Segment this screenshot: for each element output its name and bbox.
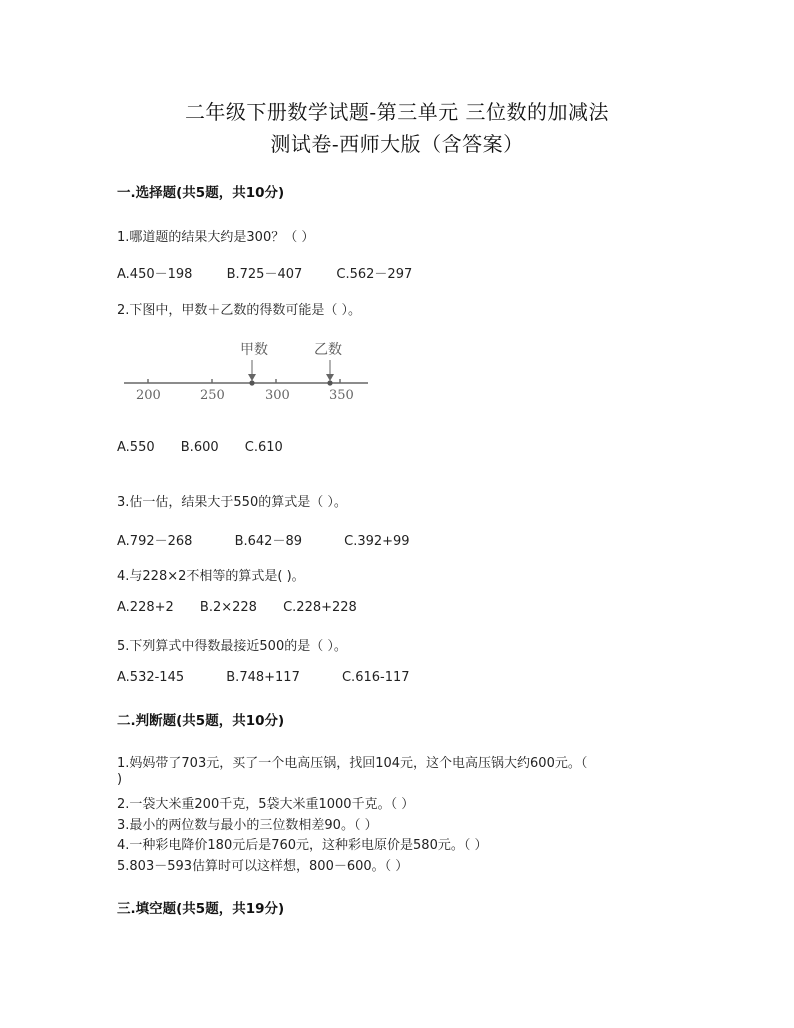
option-a: A.550 — [117, 440, 155, 455]
option-b: B.642－89 — [234, 534, 302, 549]
option-a: A.792－268 — [117, 534, 193, 549]
option-c: C.610 — [244, 440, 283, 455]
page-title-line2: 测试卷-西师大版（含答案） — [270, 132, 524, 156]
arrow-jia-head — [248, 374, 256, 381]
judge-item: ) — [117, 772, 123, 787]
arrow-yi-head — [326, 374, 334, 381]
option-c: C.616-117 — [341, 670, 410, 685]
label-yi: 乙数 — [314, 342, 342, 358]
judge-item: 3.最小的两位数与最小的三位数相差90。（ ） — [117, 818, 378, 833]
judge-item: 4.一种彩电降价180元后是760元，这种彩电原价是580元。（ ） — [117, 838, 488, 853]
option-a: A.450－198 — [117, 267, 193, 282]
question-2: 2.下图中，甲数＋乙数的得数可能是（ ）。 — [117, 303, 362, 318]
judge-item: 1.妈妈带了703元，买了一个电高压锅，找回104元，这个电高压锅大约600元。（ — [117, 756, 588, 771]
judge-item: 2.一袋大米重200千克，5袋大米重1000千克。（ ） — [117, 797, 415, 812]
option-c: C.228+228 — [283, 600, 357, 615]
option-a: A.532-145 — [117, 670, 185, 685]
judge-item: 5.803－593估算时可以这样想，800－600。（ ） — [117, 859, 409, 874]
question-5-options — [117, 670, 440, 685]
question-3: 3.估一估，结果大于550的算式是（ ）。 — [117, 495, 347, 510]
question-5: 5.下列算式中得数最接近500的是（ ）。 — [117, 639, 347, 654]
tick-label-250: 250 — [200, 388, 225, 403]
option-b: B.600 — [180, 440, 219, 455]
section2-heading: 二.判断题(共5题，共10分) — [117, 713, 285, 729]
option-c: C.392+99 — [344, 534, 410, 549]
option-b: B.725－407 — [226, 267, 303, 282]
option-b: B.748+117 — [226, 670, 300, 685]
question-4-options — [117, 600, 379, 615]
tick-label-200: 200 — [136, 388, 161, 403]
tick-label-300: 300 — [265, 388, 290, 403]
tick-label-350: 350 — [329, 388, 354, 403]
section3-heading: 三.填空题(共5题，共19分) — [117, 901, 285, 917]
option-a: A.228+2 — [117, 600, 174, 615]
question-2-options — [117, 440, 305, 455]
point-jia — [249, 380, 254, 385]
question-1-options — [117, 263, 442, 282]
option-c: C.562－297 — [336, 267, 413, 282]
number-line-figure — [118, 336, 378, 406]
label-jia: 甲数 — [240, 342, 268, 358]
question-3-options — [117, 530, 440, 549]
page-title-line1: 二年级下册数学试题-第三单元 三位数的加减法 — [184, 100, 610, 124]
question-1: 1.哪道题的结果大约是300？（ ） — [117, 230, 315, 245]
point-yi — [327, 380, 332, 385]
option-b: B.2×228 — [199, 600, 257, 615]
section1-heading: 一.选择题(共5题，共10分) — [117, 185, 285, 201]
question-4: 4.与228×2不相等的算式是( )。 — [117, 569, 305, 584]
